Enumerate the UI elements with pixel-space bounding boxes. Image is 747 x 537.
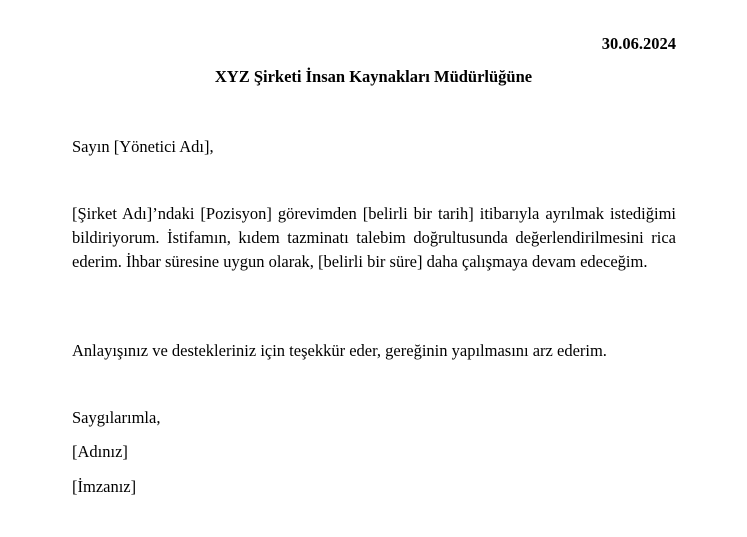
sender-name: [Adınız] <box>72 442 128 461</box>
closing-paragraph: Anlayışınız ve destekleriniz için teşekkür eder, gereğinin yapılmasını arz ederim. <box>72 341 607 360</box>
body-paragraph: [Şirket Adı]’ndaki [Pozisyon] görevimden [belirli bir tarih] itibarıyla ayrılmak istediğimi bildiriyorum. İstifamın, kıdem tazminatı talebim doğrultusunda değerlendirilmesini rica ederim. İhbar süresine uygun olarak, [belirli bir süre] daha çalışmaya devam edeceğim. <box>72 204 676 271</box>
recipient-heading: XYZ Şirketi İnsan Kaynakları Müdürlüğüne <box>214 67 533 86</box>
letter-date: 30.06.2024 <box>601 34 676 53</box>
greeting: Sayın [Yönetici Adı], <box>72 137 214 156</box>
signature: [İmzanız] <box>72 477 137 496</box>
regards: Saygılarımla, <box>72 408 161 427</box>
